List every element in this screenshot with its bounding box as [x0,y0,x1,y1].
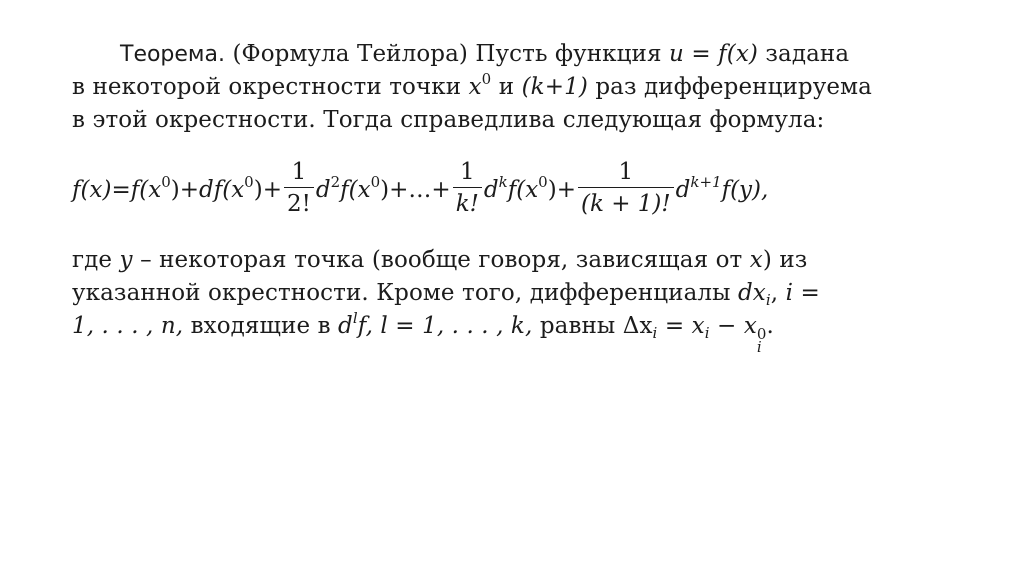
fraction-denominator: k! [453,187,482,217]
remark-line-2 [72,277,892,310]
fraction-1-over-k-plus-1-factorial [578,159,674,217]
math-delta-expression [622,313,774,356]
math-f: f, [357,313,373,339]
math-supsub-stack [756,325,767,356]
term-text: f(x [507,177,539,203]
math-delta-x: Δx [622,313,653,339]
math-sup: k+1 [690,173,722,191]
math-sup: 2 [330,173,341,191]
remark-line-1 [72,244,892,277]
math-dxi [737,280,771,309]
remark-text: . [766,313,774,339]
theorem-text: и [498,74,515,100]
fraction-denominator: (k + 1)! [578,187,674,217]
fraction-1-over-k-factorial [453,159,482,217]
fraction-1-over-2-factorial [284,159,314,217]
formula-eq: = [111,177,131,203]
term-text: d [483,177,499,203]
math-sub: i [652,324,658,342]
math-d: d [338,313,353,339]
term-text: f(x [340,177,371,203]
theorem-line-2 [72,71,892,104]
remark-text: равны [539,313,616,339]
math-sup: 0 [538,173,548,191]
term-text: )+ [170,177,199,203]
remark-text: – некоторая точка (вообще говоря, зависящая от [140,247,743,273]
theorem-text: (Формула Тейлора) Пусть функция [232,41,662,67]
math-sup: k [498,173,508,191]
math-range-k: = 1, . . . , k, [387,313,533,339]
theorem-line-3: в этой окрестности. Тогда справедлива следующая формула: [72,107,825,133]
theorem-text: раз дифференцируема [595,74,872,100]
math-sub: i [756,338,762,356]
math-minus-x: − x [709,313,757,339]
math-sub: i [704,324,710,342]
theorem-line-1 [72,38,892,71]
remark-text: входящие в [190,313,331,339]
remark-paragraph [72,244,892,354]
term-text: df(x [198,177,245,203]
theorem-text: задана [765,41,850,67]
term-text: d [675,177,691,203]
term-text: )+ [253,177,282,203]
math-x: x [749,247,763,273]
formula-term-1 [198,173,282,203]
math-fx: f(x) [718,41,758,67]
math-u: u [669,41,684,67]
math-sup: 0 [756,325,767,343]
term-text: )+…+ [380,177,451,203]
math-x0 [468,70,492,100]
math-range-n: 1, . . . , n, [72,313,184,339]
formula-remainder-term [675,173,769,203]
math-k-plus-1: (k+1) [521,74,588,100]
formula-lhs: f(x) [72,177,112,203]
math-eq: = [793,280,820,306]
remark-text: указанной окрестности. Кроме того, дифференциалы [72,280,731,306]
fraction-numerator: 1 [459,159,475,185]
math-y: y [119,247,133,273]
remark-text: , [770,280,779,306]
term-text: )+ [547,177,576,203]
term-text: f(y), [721,177,769,203]
math-dlf [338,309,373,339]
remark-text: ) из [762,247,808,273]
math-x: x [468,74,482,100]
math-i: i [785,280,794,306]
fraction-numerator: 1 [618,159,634,185]
remark-line-3 [72,310,892,354]
term-text: f(x [130,177,162,203]
theorem-paragraph [72,38,892,137]
math-sup: 0 [161,173,171,191]
math-dx: dx [737,280,766,306]
math-sup: 0 [370,173,381,191]
theorem-heading: Теорема. [120,42,226,67]
fraction-denominator: 2! [284,187,314,217]
fraction-numerator: 1 [291,159,307,185]
math-eq: = [683,41,719,67]
math-l: l [380,313,388,339]
remark-text: где [72,247,113,273]
taylor-formula [72,150,952,230]
math-sub: i [765,291,771,309]
theorem-text: в некоторой окрестности точки [72,74,462,100]
formula-term-0 [130,173,199,203]
formula-term-k [483,173,576,203]
math-eq-xi: = x [657,313,705,339]
math-sup: 0 [481,70,492,88]
math-sup: 0 [244,173,254,191]
term-text: d [315,177,331,203]
formula-term-2 [315,173,451,203]
math-sup: l [352,309,358,327]
